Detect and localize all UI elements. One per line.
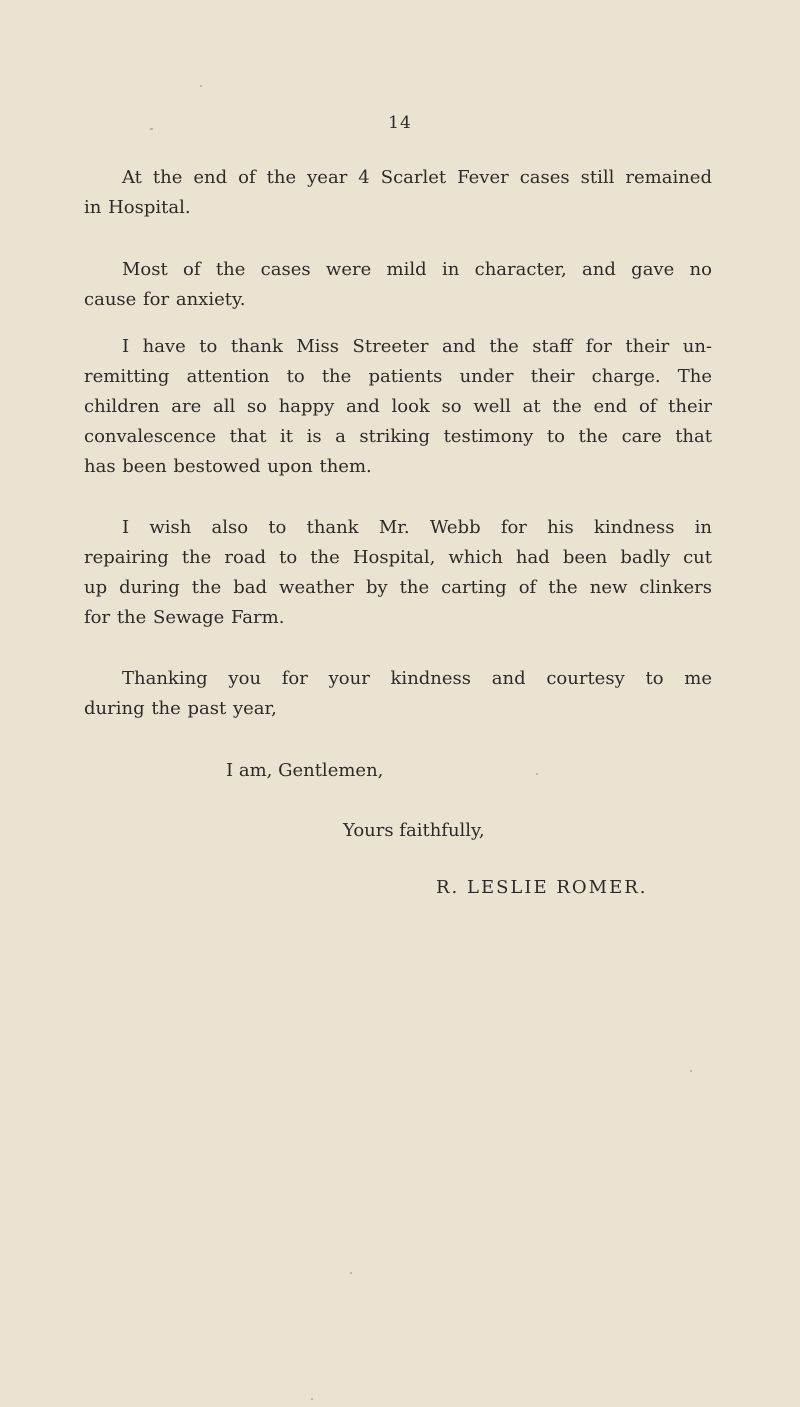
closing-valediction: Yours faithfully, — [343, 820, 485, 841]
scan-speck — [350, 1272, 352, 1274]
paragraph-4-line-1: I wish also to thank Mr. Webb for his kindness in — [122, 517, 712, 538]
page-number: 14 — [388, 113, 412, 133]
closing-salutation: I am, Gentlemen, — [226, 760, 384, 781]
paragraph-2 — [84, 255, 712, 315]
signature: R. LESLIE ROMER. — [436, 877, 648, 898]
paragraph-3-line-2: remitting attention to the patients under their charge. The — [84, 366, 712, 387]
paragraph-3-line-5: has been bestowed upon them. — [84, 456, 372, 477]
paragraph-1-line-1: At the end of the year 4 Scarlet Fever cases still remained — [122, 167, 712, 188]
scan-speck — [536, 773, 538, 775]
scan-speck — [311, 1398, 313, 1400]
scan-speck — [690, 1070, 692, 1072]
paragraph-2-line-2: cause for anxiety. — [84, 289, 246, 310]
paragraph-3 — [84, 332, 712, 482]
paragraph-4-line-4: for the Sewage Farm. — [84, 607, 285, 628]
scan-speck — [200, 85, 202, 87]
paragraph-4 — [84, 513, 712, 633]
paragraph-1 — [84, 163, 712, 223]
paragraph-1-line-2: in Hospital. — [84, 197, 191, 218]
paragraph-5-line-2: during the past year, — [84, 698, 277, 719]
paragraph-5 — [84, 664, 712, 724]
paragraph-3-line-3: children are all so happy and look so well at the end of their — [84, 396, 712, 417]
paragraph-2-line-1: Most of the cases were mild in character, and gave no — [122, 259, 712, 280]
paragraph-4-line-2: repairing the road to the Hospital, which had been badly cut — [84, 547, 712, 568]
scan-speck — [150, 128, 153, 130]
paragraph-3-line-1: I have to thank Miss Streeter and the staff for their un- — [122, 336, 712, 357]
paragraph-5-line-1: Thanking you for your kindness and courtesy to me — [122, 668, 712, 689]
paragraph-3-line-4: convalescence that it is a striking testimony to the care that — [84, 426, 712, 447]
paragraph-4-line-3: up during the bad weather by the carting of the new clinkers — [84, 577, 712, 598]
